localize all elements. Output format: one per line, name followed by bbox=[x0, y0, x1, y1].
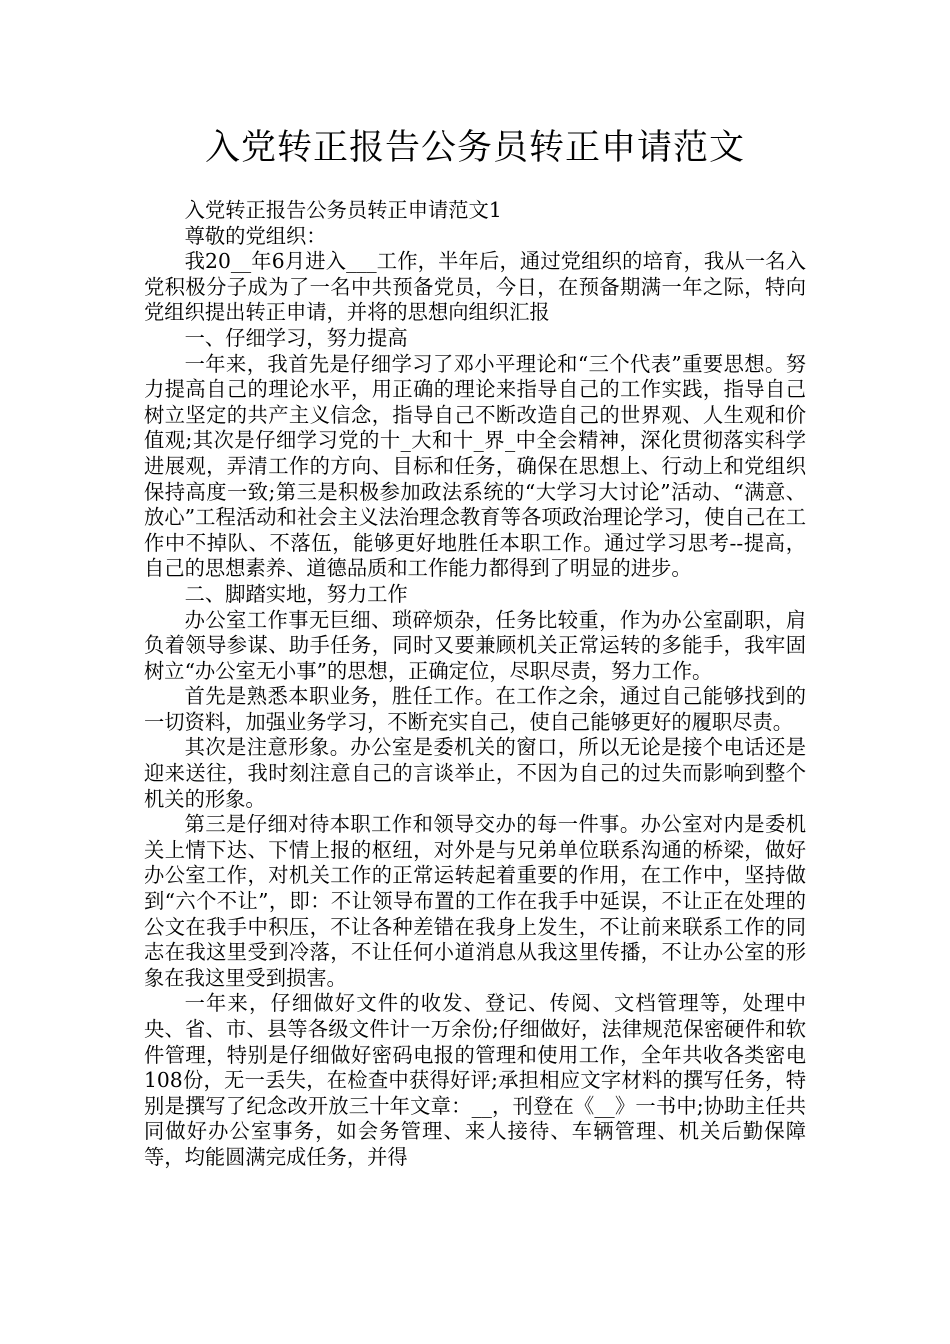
office-work-paragraph: 办公室工作事无巨细、琐碎烦杂，任务比较重，作为办公室副职，肩负着领导参谋、助手任务，同时又要兼顾机关正常运转的多能手，我牢固树立“办公室无小事”的思想，正确定位，尽职尽责，努力工作。 bbox=[144, 607, 806, 683]
year-summary-paragraph: 一年来，仔细做好文件的收发、登记、传阅、文档管理等，处理中央、省、市、县等各级文件计一万余份;仔细做好，法律规范保密硬件和软件管理，特别是仔细做好密码电报的管理和使用工作，全年共收各类密电108份，无一丢失，在检查中获得好评;承担相应文字材料的撰写任务，特别是撰写了纪念改开放三十年文章：__，刊登在《__》一书中;协助主任共同做好办公室事务，如会务管理、来人接待、车辆管理、机关后勤保障等，均能圆满完成任务，并得 bbox=[144, 991, 806, 1169]
second-point-paragraph: 其次是注意形象。办公室是委机关的窗口，所以无论是接个电话还是迎来送往，我时刻注意自己的言谈举止，不因为自己的过失而影响到整个机关的形象。 bbox=[144, 735, 806, 811]
study-paragraph: 一年来，我首先是仔细学习了邓小平理论和“三个代表”重要思想。努力提高自己的理论水平，用正确的理论来指导自己的工作实践，指导自己树立坚定的共产主义信念，指导自己不断改造自己的世界观、人生观和价值观;其次是仔细学习党的十_大和十_界_中全会精神，深化贯彻落实科学进展观，弄清工作的方向、目标和任务，确保在思想上、行动上和党组织保持高度一致;第三是积极参加政法系统的“大学习大讨论”活动、“满意、放心”工程活动和社会主义法治理念教育等各项政治理论学习，使自己在工作中不掉队、不落伍，能够更好地胜任本职工作。通过学习思考--提高，自己的思想素养、道德品质和工作能力都得到了明显的进步。 bbox=[144, 351, 806, 581]
document-title: 入党转正报告公务员转正申请范文 bbox=[204, 128, 745, 168]
section-heading-1: 一、仔细学习，努力提高 bbox=[184, 325, 408, 350]
third-point-paragraph: 第三是仔细对待本职工作和领导交办的每一件事。办公室对内是委机关上情下达、下情上报的枢纽，对外是与兄弟单位联系沟通的桥梁，做好办公室工作，对机关工作的正常运转起着重要的作用，在工作中，坚持做到“六个不让”，即：不让领导布置的工作在我手中延误，不让正在处理的公文在我手中积压，不让各种差错在我身上发生，不让前来联系工作的同志在我这里受到冷落，不让任何小道消息从我这里传播，不让办公室的形象在我这里受到损害。 bbox=[144, 812, 806, 990]
salutation-paragraph: 尊敬的党组织： bbox=[184, 223, 327, 248]
first-point-paragraph: 首先是熟悉本职业务，胜任工作。在工作之余，通过自己能够找到的一切资料，加强业务学习，不断充实自己，使自己能够更好的履职尽责。 bbox=[144, 684, 806, 734]
subtitle-paragraph: 入党转正报告公务员转正申请范文1 bbox=[184, 198, 502, 222]
section-heading-2: 二、脚踏实地，努力工作 bbox=[184, 581, 408, 606]
intro-paragraph: 我20__年6月进入___工作，半年后，通过党组织的培育，我从一名入党积极分子成为了一名中共预备党员，今日，在预备期满一年之际，特向党组织提出转正申请，并将的思想向组织汇报 bbox=[144, 249, 806, 325]
document-body bbox=[144, 198, 806, 1171]
